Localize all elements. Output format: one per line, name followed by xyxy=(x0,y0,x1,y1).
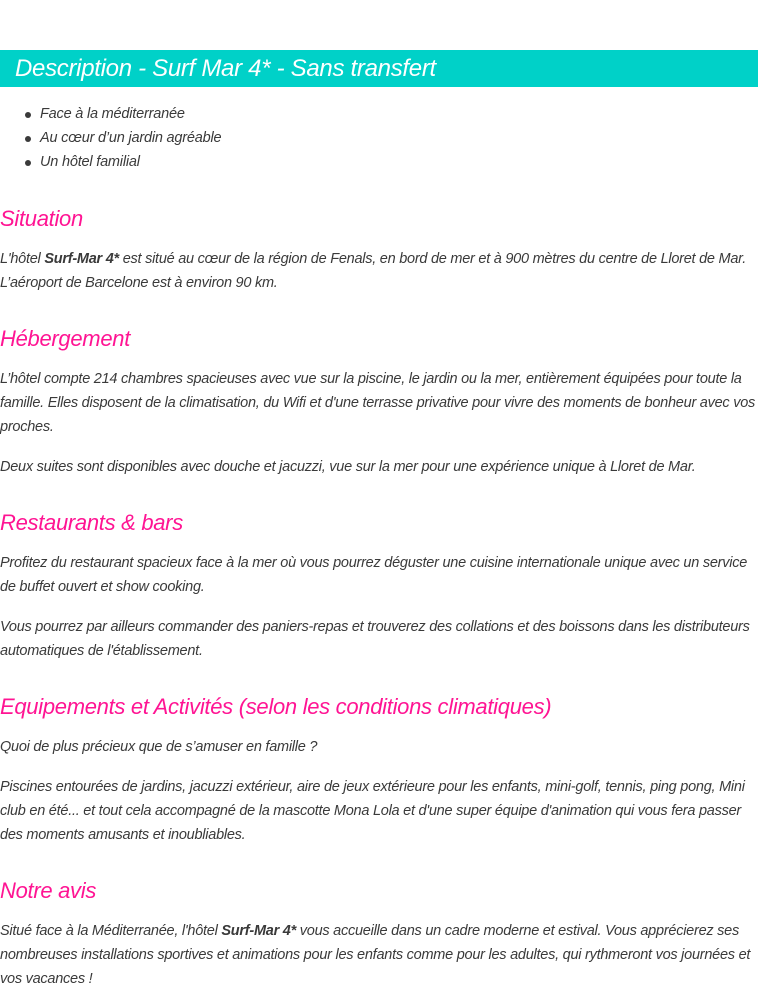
equipements-paragraph-1: Quoi de plus précieux que de s’amuser en famille ? xyxy=(0,739,318,755)
avis-paragraph: Situé face à la Méditerranée, l'hôtel Surf-Mar 4* vous accueille dans un cadre moderne et estival. Vous apprécierez ses nombreuses installations sportives et animations pour les enfants comme pour les adultes, qui rythmeront vos journées et vos vacances ! xyxy=(0,923,751,987)
restaurants-paragraph-2: Vous pourrez par ailleurs commander des paniers-repas et trouverez des collations et des boissons dans les distributeurs automatiques de l'établissement. xyxy=(0,619,750,659)
hotel-name: Surf-Mar 4* xyxy=(44,251,119,267)
hebergement-paragraph-1: L’hôtel compte 214 chambres spacieuses avec vue sur la piscine, le jardin ou la mer, entièrement équipées pour toute la famille. Elles disposent de la climatisation, du Wifi et d'une terrasse privative pour vivre des moments de bonheur avec vos proches. xyxy=(0,371,756,435)
highlight-item: Au cœur d’un jardin agréable xyxy=(0,126,221,150)
highlight-item: Face à la méditerranée xyxy=(0,102,221,126)
situation-heading: Situation xyxy=(0,206,83,231)
highlight-item: Un hôtel familial xyxy=(0,150,221,174)
highlights-list xyxy=(0,102,221,174)
hebergement-paragraph-2: Deux suites sont disponibles avec douche et jacuzzi, vue sur la mer pour une expérience unique à Lloret de Mar. xyxy=(0,459,696,475)
equipements-paragraph-2: Piscines entourées de jardins, jacuzzi extérieur, aire de jeux extérieure pour les enfants, mini-golf, tennis, ping pong, Mini club en été... et tout cela accompagné de la mascotte Mona Lola et d'une super équipe d'animation qui vous fera passer des moments amusants et inoubliables. xyxy=(0,779,745,843)
avis-heading: Notre avis xyxy=(0,878,97,903)
hebergement-heading: Hébergement xyxy=(0,326,130,351)
description-banner xyxy=(0,50,758,87)
banner-title: Description - Surf Mar 4* - Sans transfert xyxy=(15,55,436,82)
situation-paragraph: L'hôtel Surf-Mar 4* est situé au cœur de la région de Fenals, en bord de mer et à 900 mètres du centre de Lloret de Mar. L’aéroport de Barcelone est à environ 90 km. xyxy=(0,251,746,291)
hotel-name: Surf-Mar 4* xyxy=(221,923,296,939)
restaurants-heading: Restaurants & bars xyxy=(0,510,183,535)
restaurants-paragraph-1: Profitez du restaurant spacieux face à la mer où vous pourrez déguster une cuisine internationale unique avec un service de buffet ouvert et show cooking. xyxy=(0,555,748,595)
equipements-heading: Equipements et Activités (selon les conditions climatiques) xyxy=(0,694,552,719)
